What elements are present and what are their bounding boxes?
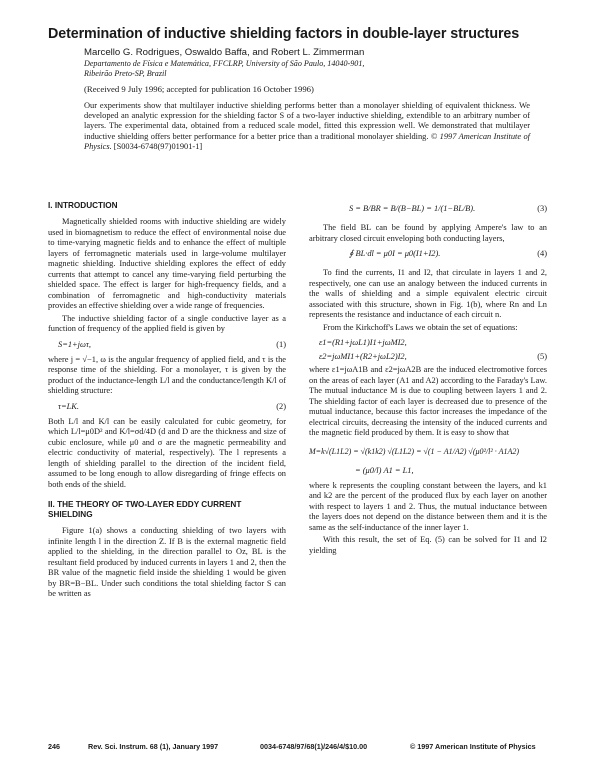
section-heading-introduction: I. INTRODUCTION bbox=[48, 201, 118, 210]
footer-copyright: © 1997 American Institute of Physics bbox=[410, 742, 536, 751]
equation-1 bbox=[48, 337, 286, 355]
equation-6a bbox=[309, 441, 547, 463]
theory-paragraph-4: From the Kirkchoff's Laws we obtain the set of equations: bbox=[323, 322, 518, 332]
equation-5a bbox=[309, 335, 547, 349]
equation-5b-body: ε2=jωMI1+(R2+jωL2)I2, bbox=[319, 352, 407, 361]
equation-3-number: (3) bbox=[537, 204, 547, 213]
equation-5b bbox=[309, 349, 547, 365]
right-column bbox=[309, 201, 547, 558]
section-heading-theory: II. THE THEORY OF TWO-LAYER EDDY CURRENT SHIELDING bbox=[48, 500, 242, 519]
equation-4-body: ∮ BL·dl = μ0I = μ0(I1+I2). bbox=[349, 249, 441, 258]
equation-4 bbox=[309, 246, 547, 268]
abstract bbox=[84, 101, 530, 152]
intro-paragraph-3: where j = √−1, ω is the angular frequency of applied field, and τ is the response time of the shielding. For a monolayer, τ is given by the product of the inductance-length L/l and the conductance/length K/l of shielding structure: bbox=[48, 354, 286, 395]
abstract-pii: [S0034-6748(97)01901-1] bbox=[113, 141, 203, 151]
abstract-text: Our experiments show that multilayer inductive shielding performs better than a monolayer shielding of equivalent thickness. We developed an analytic expression for the shielding factor S of a two-layer inductive shielding, extendible to an arbitrary number of layers. The experimental data, obtained from a reduced scale model, fitted this expression well. We demonstrated that multilayer inductive shielding offers better performance for a better price than a traditional monolayer shielding. bbox=[84, 101, 530, 141]
equation-5-number: (5) bbox=[537, 352, 547, 361]
equation-2-body: τ=LK. bbox=[58, 401, 79, 411]
left-column bbox=[48, 201, 286, 602]
equation-3 bbox=[309, 201, 547, 223]
equation-1-number: (1) bbox=[276, 339, 286, 349]
intro-paragraph-2: The inductive shielding factor of a single conductive layer as a function of frequency of the applied field is given by bbox=[48, 313, 286, 333]
theory-paragraph-6: where k represents the coupling constant between the layers, and k1 and k2 are the percent of the produced flux by each layer on another with respect to layers 1 and 2. Thus, the mutual inductance between the layers does not depend on the distance between them and it is the same as the self-inductance of the inner layer 1. bbox=[309, 480, 547, 532]
intro-paragraph-4: Both L/l and K/l can be easily calculated for cubic geometry, for which L/l=μ0D² and K/l=σd/4D (d and D are the thickness and size of cubic enclosure, while μ0 and σ are the magnetic permeability and electric conductivity of material, respectively). The l represents a length of shielding parallel to the direction of the incident field, assumed to be long enough to allow disregarding of fringe effects on both ends of the shield. bbox=[48, 416, 286, 489]
theory-paragraph-1: Figure 1(a) shows a conducting shielding of two layers with infinite length l in the direction Z. If B is the external magnetic field applied to the shielding, in the direction parallel to Oz, BL is the resultant field produced by induced currents in layers 1 and 2, then the BR value of the magnetic field inside the shielding 1 would be given by BR=B−BL. Under such conditions the total shielding factor S can be written as bbox=[48, 526, 286, 598]
affiliation-line-1: Departamento de Física e Matemática, FFCLRP, University of São Paulo, 14040-901, bbox=[84, 59, 365, 68]
equation-6b-body: = (μ0/l) A1 = L1, bbox=[355, 465, 414, 475]
equation-5a-body: ε1=(R1+jωL1)I1+jωMI2, bbox=[319, 338, 407, 347]
theory-paragraph-5: where ε1=jωA1B and ε2=jωA2B are the induced electromotive forces on the areas of each layer (A1 and A2) according to the Faraday's Law. The mutual inductance M is due to coupling between layers 1 and 2. The shielding factor of each layer is decreased due to presence of the mutual inductance, because this factor increases the impedance of the electrical circuits, decreasing the intensity of the induced currents and the magnetic field produced by them. It is easy to show that bbox=[309, 365, 547, 437]
equation-2-number: (2) bbox=[276, 401, 286, 411]
intro-paragraph-1: Magnetically shielded rooms with inductive shielding are widely used in biomagnetism to reduce the effect of environmental noise due to time-varying magnetic fields and to enhance the effect of multiple layers of ferromagnetic materials used in large-volume multilayer magnetic shielding. Inductive shielding explores the effect of eddy currents that attempt to cancel any time-varying field perturbing the shielded space. The effect is larger for high-frequency fields, and a combination of ferromagnetic and high-conductivity materials provides an effective shielding over a wide range of frequencies. bbox=[48, 217, 286, 310]
equation-4-number: (4) bbox=[537, 249, 547, 258]
paper-title: Determination of inductive shielding factors in double-layer structures bbox=[48, 26, 520, 42]
author-list: Marcello G. Rodrigues, Oswaldo Baffa, and Robert L. Zimmerman bbox=[84, 47, 365, 58]
theory-paragraph-2: The field BL can be found by applying Ampere's law to an arbitrary closed circuit enveloping both conducting layers, bbox=[309, 223, 547, 243]
received-dates: (Received 9 July 1996; accepted for publication 16 October 1996) bbox=[84, 84, 314, 94]
theory-paragraph-3: To find the currents, I1 and I2, that circulate in layers 1 and 2, respectively, one can use an analogy between the induced currents in the walls of shielding and a simple equivalent electric circuit associated with this structure, shown in Fig. 1(b), where Rn and Ln represents the resistance and inductance of each circuit n. bbox=[309, 268, 547, 319]
theory-paragraph-7: With this result, the set of Eq. (5) can be solved for I1 and I2 yielding bbox=[309, 535, 547, 555]
equation-6a-body: M=k√(L1L2) = √(k1k2) √(L1L2) = √(1 − A1/A2) √(μ0²/l² · A1A2) bbox=[309, 446, 520, 456]
article-code: 0034-6748/97/68(1)/246/4/$10.00 bbox=[260, 742, 368, 751]
affiliation-line-2: Ribeirão Preto-SP, Brazil bbox=[84, 69, 167, 78]
journal-citation: Rev. Sci. Instrum. 68 (1), January 1997 bbox=[88, 742, 219, 751]
equation-1-body: S=1+jωτ, bbox=[58, 339, 92, 349]
equation-6b bbox=[309, 463, 547, 481]
equation-2 bbox=[48, 399, 286, 417]
page-number: 246 bbox=[48, 742, 60, 751]
equation-3-body: S = B/BR = B/(B−BL) = 1/(1−BL/B). bbox=[349, 204, 476, 213]
abstract-copyright: © 1997 American Institute of Physics. bbox=[84, 131, 531, 151]
